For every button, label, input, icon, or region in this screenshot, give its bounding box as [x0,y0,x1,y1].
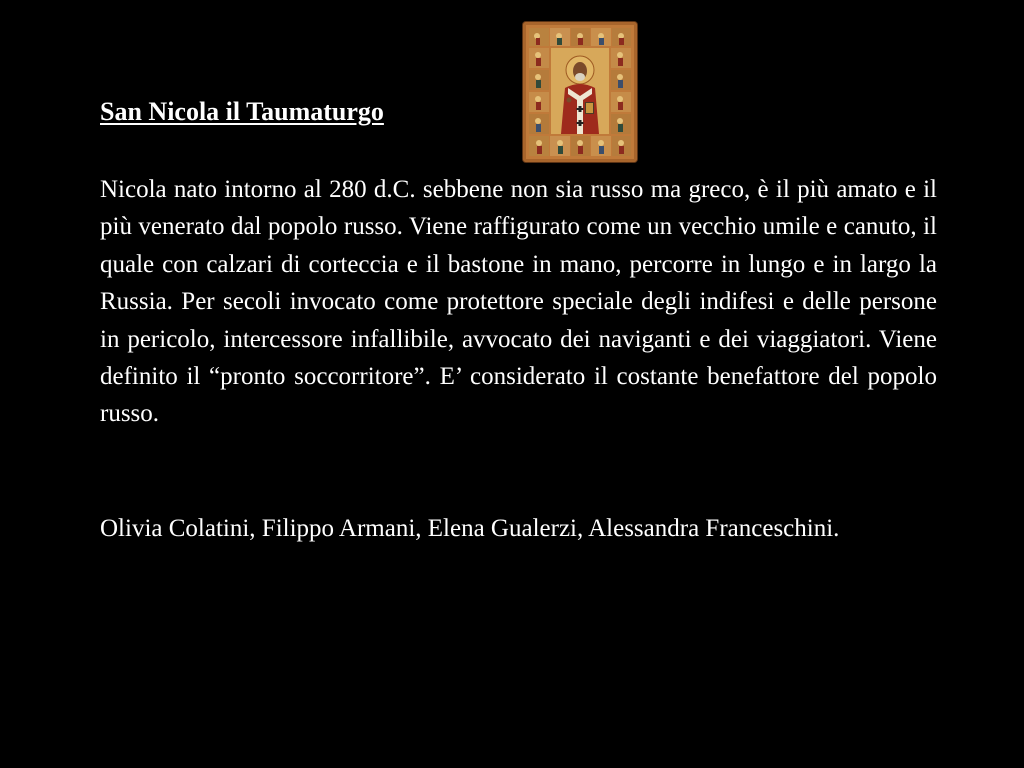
hagiography-scenes-bottom [529,136,631,156]
hagiography-scenes-top [529,28,631,46]
body-paragraph: Nicola nato intorno al 280 d.C. sebbene non sia russo ma greco, è il più amato e il più venerato dal popolo russo. Viene raffigurato come un vecchio umile e canuto, il quale con calzari di corteccia e il bastone in mano, percorre in lungo e in largo la Russia. Per secoli invocato come protettore speciale degli indifesi e delle persone in pericolo, intercessore infallibile, avvocato dei naviganti e dei viaggiatori. Viene definito il “pronto soccorritore”. E’ considerato il costante benefattore del popolo russo. [100,176,937,428]
saint-nicholas-icon-image [523,22,637,162]
saint-figure [551,48,609,134]
authors-paragraph: Olivia Colatini, Filippo Armani, Elena Gualerzi, Alessandra Franceschini. [100,515,840,542]
slide-title: San Nicola il Taumaturgo [100,97,384,126]
icon-painting [523,22,637,162]
